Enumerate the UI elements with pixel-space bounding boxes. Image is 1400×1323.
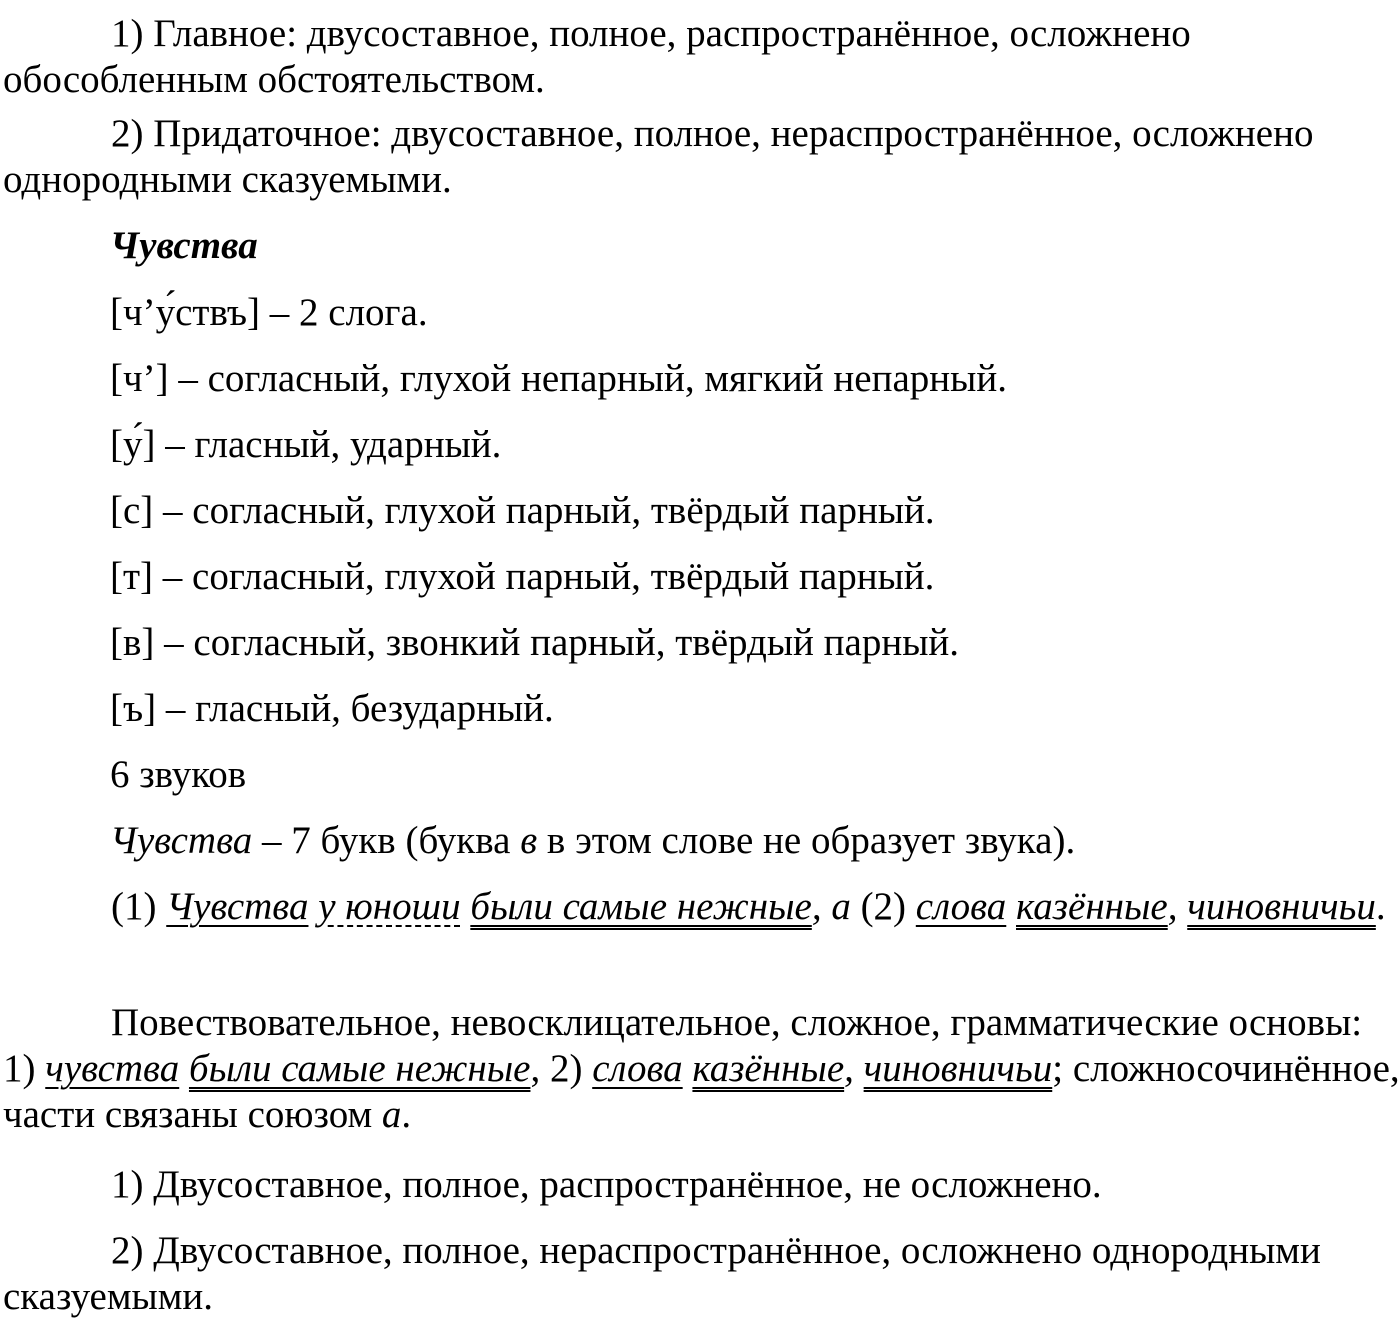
sound-line: [в] – согласный, звонкий парный, твёрдый парный. (110, 621, 960, 664)
subject-2: слова (915, 885, 1007, 928)
predicate-1: были самые нежные (470, 885, 812, 928)
attribute-1: у юноши (318, 885, 461, 928)
analysis-conjunction: а (381, 1093, 402, 1136)
analysis-predicate-2a: казённые (692, 1047, 845, 1090)
main-clause-description: 1) Главное: двусоставное, полное, распространённое, осложнено обособленным обстоятельством. (3, 12, 1191, 101)
sound-line: [ъ] – гласный, безударный. (110, 687, 554, 730)
sound-line: [у́] – гласный, ударный. (110, 423, 502, 466)
word-heading: Чувства (110, 224, 258, 267)
letter-count-text: – 7 букв (буква (252, 819, 521, 862)
part-1-description: 1) Двусоставное, полное, распространённое, не осложнено. (111, 1163, 1102, 1206)
sound-line: [т] – согласный, глухой парный, твёрдый парный. (110, 555, 935, 598)
part-number-2: (2) (850, 885, 916, 928)
transcription: [ч’у́ствъ] – 2 слога. (110, 291, 428, 334)
letter-count-text-end: в этом слове не образует звука). (537, 819, 1076, 862)
analysis-subject-2: слова (592, 1047, 683, 1090)
letter-count-word: Чувства (110, 819, 253, 862)
sound-line: [с] – согласный, глухой парный, твёрдый парный. (110, 489, 935, 532)
predicate-2b: чиновничьи (1187, 885, 1376, 928)
letter-count-letter: в (520, 819, 538, 862)
predicate-2a: казённые (1016, 885, 1168, 928)
parsed-sentence (3, 884, 1400, 930)
sentence-end: . (1375, 885, 1386, 928)
analysis-text-end: . (401, 1093, 412, 1136)
letter-count (110, 818, 1075, 864)
analysis-subject-1: чувства (45, 1047, 180, 1090)
part-2-description: 2) Двусоставное, полное, нераспространённое, осложнено однородными сказуемыми. (3, 1229, 1321, 1318)
sentence-analysis (3, 1000, 1400, 1138)
analysis-text: ; сложносочинённое, части связаны союзом (3, 1047, 1400, 1136)
analysis-predicate-1: были самые нежные (188, 1047, 531, 1090)
analysis-text: Повествовательное, невосклицательное, сложное, грамматические основы: 1) (3, 1001, 1363, 1090)
comma: , (1167, 885, 1178, 928)
subject-1: Чувства (166, 885, 309, 928)
part-number-1: (1) (111, 885, 167, 928)
sound-count: 6 звуков (110, 753, 247, 796)
analysis-comma: , (844, 1047, 854, 1090)
subordinate-clause-description: 2) Придаточное: двусоставное, полное, нераспространённое, осложнено однородными сказуемыми. (3, 112, 1314, 201)
sound-line: [ч’] – согласный, глухой непарный, мягкий непарный. (110, 357, 1007, 400)
analysis-text: , 2) (530, 1047, 593, 1090)
analysis-predicate-2b: чиновничьи (863, 1047, 1053, 1090)
conjunction: , а (811, 885, 851, 928)
